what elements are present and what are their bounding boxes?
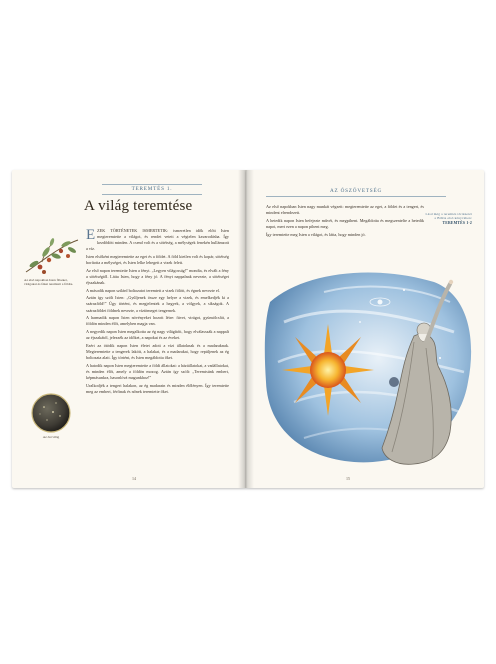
paragraph-text: ZEK TÖRTÉNETEK ISMERTETIK: ismeretlen idők előtt Isten megteremtette a világot, és rendet vetett a végtelen kavarodásba. Így kezdődött minden. A csend volt és a sötétség, a mélységek fenekén hullámzott a víz. xyxy=(86,228,229,252)
right-page xyxy=(246,170,484,488)
head-rule-right xyxy=(266,196,446,197)
paragraph: Az első napokban Isten nagy munkát végzett: megteremtette az eget, a földet és a tengert, és mindent elrendezett. xyxy=(266,204,424,216)
paragraph: Így teremtette meg Isten a világot, és látta, hogy minden jó. xyxy=(266,231,366,237)
page-number-left: 14 xyxy=(132,476,136,481)
drop-cap: E xyxy=(86,227,96,243)
sidenote xyxy=(424,212,472,225)
paragraph: A negyedik napon Isten megalkotta az ég nagy világítóit, hogy elválasszák a nappalt az éjszakától, jelezzék az időket, a napokat és az éveket. xyxy=(86,328,229,341)
page-title: A világ teremtése xyxy=(84,198,193,214)
book-gutter xyxy=(238,170,254,488)
paragraph: Aztán így szólt Isten: „Gyűljenek össze egy helyre a vizek, és emelkedjék ki a szárazföld!” Úgy történt, és megjelentek a hegyek, a völgyek, a síkságok. A szárazföldet földnek nevezte, a víztömeget tengernek. xyxy=(86,295,229,313)
globe-illustration xyxy=(30,392,72,434)
paragraph xyxy=(86,228,229,252)
paragraph: Isten elsőként megteremtette az eget és a földet. A föld kietlen volt és kopár, sötétség borította a mélységet, és Isten lelke lebegett a vizek felett. xyxy=(86,253,229,266)
paragraph: A hatodik napon Isten megteremtette a földi állatokat: a háziállatokat, a vadállatokat, és minden élőt, amely a földön mozog. Aztán így szólt: „Teremtsünk embert, képmásunkra, hasonlóvá magunkhoz!” xyxy=(86,362,229,380)
right-body-text xyxy=(266,204,424,254)
left-page xyxy=(12,170,246,488)
paragraph: Az első napon teremtette Isten a fényt. „Legyen világosság!” mondta, és elvált a fény a sötétségtől. Látta Isten, hogy a fény jó. A fényt nappalnak nevezte, a sötétséget éjszakának. xyxy=(86,267,229,285)
left-body-text xyxy=(86,228,229,460)
paragraph: A harmadik napon Isten növényeket hozott létre: füvet, virágot, gyümölcsfát, a földön minden élőt, amelyben magja van. xyxy=(86,315,229,327)
plant-illustration xyxy=(22,234,80,278)
paragraph: A második napon szilárd boltozatot teremtett a vizek fölött, és égnek nevezte el. xyxy=(86,287,220,293)
sidenote-text: Lásd még a teremtés történetét a Biblia első könyvében: xyxy=(425,212,472,221)
head-rule-top xyxy=(102,184,202,185)
paragraph: Uralkodjék a tengeri halakon, az ég madarain és minden élőlényen. Így teremtette meg az embert, férfinak és nőnek teremtette őket. xyxy=(86,382,229,394)
creation-illustration xyxy=(264,262,476,468)
plant-caption: Az első napokban Isten füveket, virágokat és fákat teremtett a földre. xyxy=(24,278,74,287)
paragraph: A hetedik napon Isten befejezte művét, és megpihent. Megáldotta és megszentelte a hetedik napot, mert ezen a napon pihent meg. xyxy=(266,217,424,229)
running-head-right: AZ ÓSZÖVETSÉG xyxy=(329,188,383,194)
paragraph: Ezért az ötödik napon Isten életet adott a vízi állatoknak és a madaraknak. Megteremtette a tengerek lakóit, a halakat, és a madarakat, hogy repüljenek az ég boltozata alatt. Így történt, és Isten megáldotta őket. xyxy=(86,342,229,360)
running-head-left: TEREMTÉS 1. xyxy=(131,186,173,192)
book-spread xyxy=(12,170,484,490)
sidenote-reference: TEREMTÉS 1-2 xyxy=(442,220,472,225)
head-rule-bottom xyxy=(102,194,202,195)
page-number-right: 15 xyxy=(346,476,350,481)
globe-caption: Az ősi világ xyxy=(42,435,60,439)
